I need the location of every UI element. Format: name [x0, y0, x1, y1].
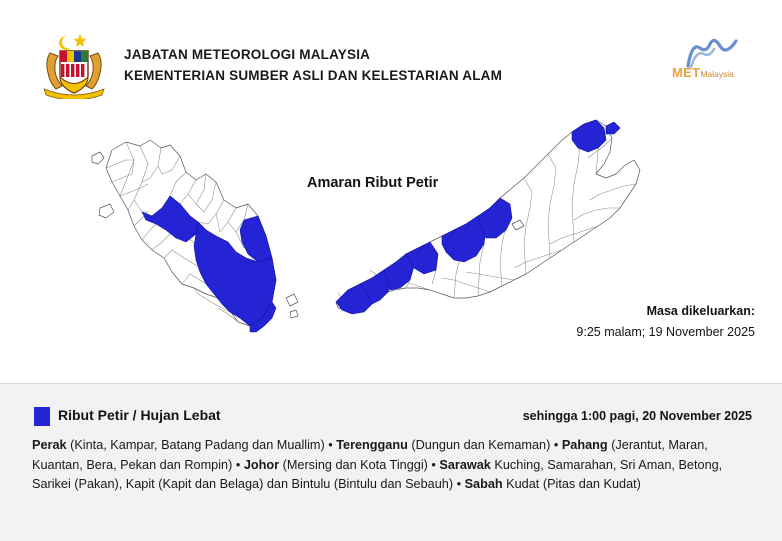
- affected-areas-text: Perak (Kinta, Kampar, Batang Padang dan Muallim) • Terengganu (Dungun dan Kemaman) • Pahang (Jerantut, Maran, Kuantan, Bera, Pekan dan Rompin) • Johor (Mersing dan Kota Tinggi) • Sarawak Kuching, Samarahan, Sri Aman, Betong, Sarikei (Pakan), Kapit (Kapit dan Belaga) dan Bintulu (Bintulu dan Sebauh) • Sabah Kudat (Pitas dan Kudat): [32, 438, 723, 491]
- map-area: [0, 112, 782, 377]
- issued-time: 9:25 malam; 19 November 2025: [576, 325, 755, 339]
- state-name: Sabah: [464, 477, 503, 491]
- district-list: Kudat (Pitas dan Kudat): [502, 477, 641, 491]
- state-name: Sarawak: [439, 457, 491, 472]
- issued-label: Masa dikeluarkan:: [646, 304, 755, 318]
- legend-color-swatch: [34, 407, 50, 426]
- jata-negara-crest-icon: [36, 27, 112, 99]
- legend-row: [0, 406, 782, 428]
- district-list: Kuching, Samarahan, Sri Aman, Betong, Sarikei (Pakan), Kapit (Kapit dan Belaga) dan Bintulu (Bintulu dan Sebauh): [32, 457, 723, 491]
- state-name: Terengganu: [336, 438, 408, 452]
- district-list: (Mersing dan Kota Tinggi): [279, 457, 428, 472]
- organisation-title: JABATAN METEOROLOGI MALAYSIA: [124, 47, 371, 62]
- legend-footer: [0, 383, 782, 541]
- met-wave-icon: [686, 38, 738, 68]
- district-list: (Kinta, Kampar, Batang Padang dan Muallim): [66, 438, 325, 452]
- legend-valid-until: sehingga 1:00 pagi, 20 November 2025: [522, 409, 752, 423]
- legend-label: Ribut Petir / Hujan Lebat: [58, 407, 221, 423]
- met-logo-text: [672, 65, 734, 80]
- state-name: Pahang: [561, 438, 608, 452]
- met-logo-main: MET: [672, 65, 701, 80]
- state-name: Johor: [243, 457, 280, 472]
- ministry-subtitle: KEMENTERIAN SUMBER ASLI DAN KELESTARIAN ALAM: [124, 68, 503, 83]
- header: [0, 0, 782, 112]
- map-caption: Amaran Ribut Petir: [307, 175, 439, 191]
- state-name: Perak: [32, 438, 67, 452]
- met-logo-sub: Malaysia: [700, 69, 734, 79]
- district-list: (Dungun dan Kemaman): [407, 438, 551, 452]
- district-list: (Jerantut, Maran, Kuantan, Bera, Pekan dan Rompin): [32, 438, 708, 472]
- met-malaysia-logo: [672, 38, 754, 84]
